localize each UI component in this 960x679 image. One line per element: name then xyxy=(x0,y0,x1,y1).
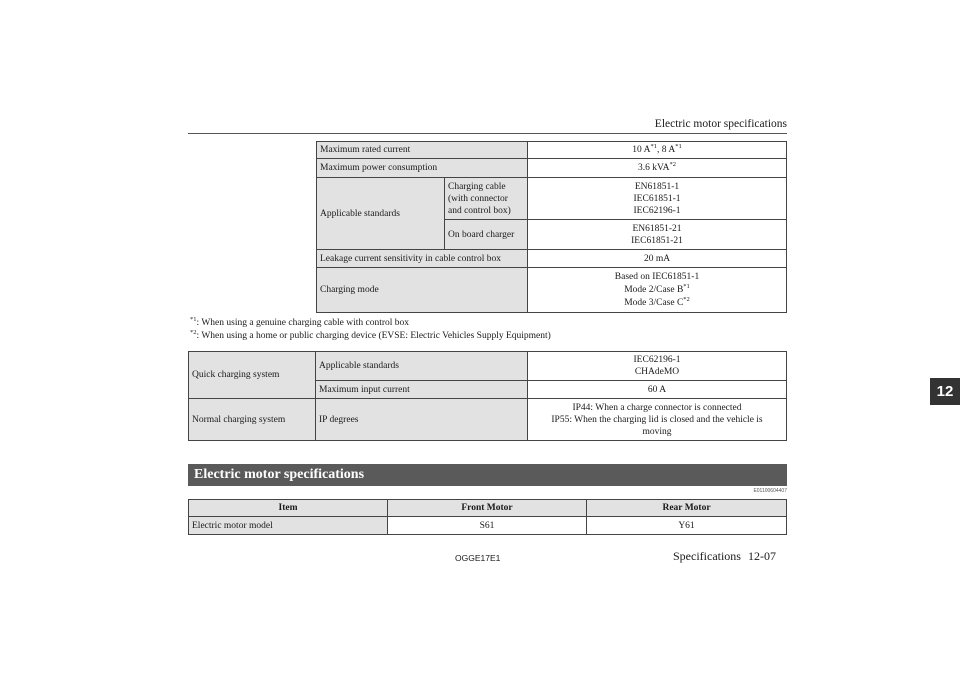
ip-degrees-value: IP44: When a charge connector is connected IP55: When the charging lid is closed and the vehicle is moving xyxy=(528,399,787,441)
charging-cable-label: Charging cable (with connector and control box) xyxy=(445,178,528,220)
max-power-value: 3.6 kVA$^{*2}$ xyxy=(528,159,787,178)
on-board-charger-standards: EN61851-21 IEC61851-21 xyxy=(528,220,787,250)
quick-standards-value: IEC62196-1 CHAdeMO xyxy=(528,351,787,381)
leakage-current-value: 20 mA xyxy=(528,250,787,268)
header-front-motor: Front Motor xyxy=(388,499,587,517)
page-number: 12-07 xyxy=(748,549,776,563)
section-code: E01100604407 xyxy=(753,488,787,494)
ip-degrees-label: IP degrees xyxy=(316,399,528,441)
footer-code: OGGE17E1 xyxy=(455,553,501,563)
rear-motor-model: Y61 xyxy=(587,517,787,535)
leakage-current-label: Leakage current sensitivity in cable control box xyxy=(316,250,528,268)
on-board-charger-label: On board charger xyxy=(445,220,528,250)
charging-mode-label: Charging mode xyxy=(316,268,528,313)
max-input-current-label: Maximum input current xyxy=(316,381,528,399)
max-input-current-value: 60 A xyxy=(528,381,787,399)
section-heading: Electric motor specifications xyxy=(188,464,787,486)
footnote-1: $^{*1}$: When using a genuine charging cable with control box xyxy=(190,315,410,328)
header-rear-motor: Rear Motor xyxy=(587,499,787,517)
header-title: Electric motor specifications xyxy=(654,118,787,130)
chapter-tab: 12 xyxy=(930,378,960,405)
header-item: Item xyxy=(188,499,388,517)
max-power-label: Maximum power consumption xyxy=(316,159,528,178)
charging-cable-standards: EN61851-1 IEC61851-1 IEC62196-1 xyxy=(528,178,787,220)
header-rule xyxy=(188,133,787,134)
applicable-standards-label: Applicable standards xyxy=(316,178,445,250)
max-rated-current-value: 10 $A^{*1}$, 8 $A^{*1}$ xyxy=(528,141,787,159)
quick-charging-label: Quick charging system xyxy=(188,351,316,399)
quick-standards-label: Applicable standards xyxy=(316,351,528,381)
charging-mode-value: Based on IEC61851-1 Mode 2/Case $B^{*1}$ Mode 3/Case $C^{*2}$ xyxy=(528,268,787,313)
normal-charging-label: Normal charging system xyxy=(188,399,316,441)
footnote-2: $^{*2}$: When using a home or public charging device (EVSE: Electric Vehicles Supply Equipment) xyxy=(190,328,551,341)
front-motor-model: S61 xyxy=(388,517,587,535)
footer-section: Specifications xyxy=(673,549,741,563)
motor-model-label: Electric motor model xyxy=(188,517,388,535)
max-rated-current-label: Maximum rated current xyxy=(316,141,528,159)
